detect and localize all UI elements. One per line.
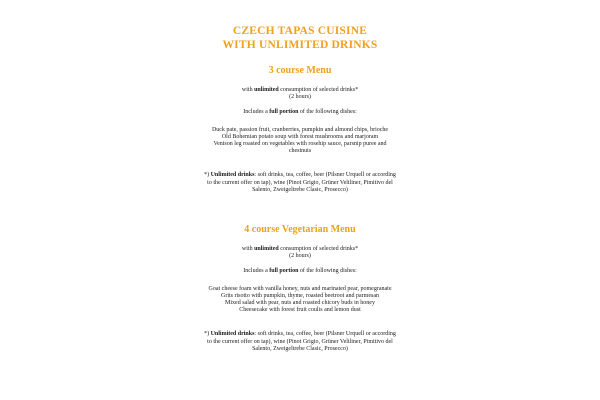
drinks-note: [170, 172, 430, 194]
note-line: to the current offer on tap), wine (Pinot Grigio, Grüner Veltliner, Pimitivo del: [207, 179, 393, 186]
menu-section-3-course: [170, 65, 430, 194]
dish-item: Old Bohemian potato soup with forest mushrooms and marjoram: [221, 133, 379, 140]
note-line: [170, 331, 430, 338]
menu-document: [170, 0, 430, 353]
includes-prefix: Includes a: [243, 109, 270, 116]
document-title: [170, 24, 430, 52]
note-line: Salento, Zweigeltrebe Clasic, Prosecco): [252, 345, 348, 352]
note-text: : soft drinks, tea, coffee, beer (Pilsner Urquell or according: [254, 331, 396, 338]
consumption-prefix: with: [241, 87, 255, 93]
duration: (2 hours): [289, 94, 311, 101]
menu-title: 4 course Vegetarian Menu: [244, 224, 356, 236]
dish-item: Grits risotto with pumpkin, thyme, roasted beetroot and parmesan: [221, 292, 379, 299]
note-bold: Unlimited drinks: [210, 331, 255, 338]
consumption-bold: unlimited: [254, 87, 279, 93]
includes-line: [170, 268, 430, 275]
duration: (2 hours): [289, 253, 311, 260]
includes-bold: full portion: [269, 268, 299, 275]
consumption-suffix: consumption of selected drinks*: [278, 246, 359, 253]
consumption-suffix: consumption of selected drinks*: [278, 87, 359, 93]
dish-item: Goat cheese foam with vanilla honey, nuts and marinated pear, pomegranate: [208, 285, 392, 292]
title-line-2: WITH UNLIMITED DRINKS: [222, 39, 378, 51]
note-prefix: *): [204, 331, 211, 338]
dish-item: chestnuts: [288, 148, 312, 155]
consumption-bold: unlimited: [254, 246, 279, 253]
note-prefix: *): [204, 172, 211, 179]
includes-suffix: of the following dishes:: [298, 268, 357, 275]
note-text: : soft drinks, tea, coffee, beer (Pilsner Urquell or according: [254, 172, 396, 179]
consumption-prefix: with: [241, 246, 255, 253]
includes-bold: full portion: [269, 109, 299, 116]
includes-prefix: Includes a: [243, 268, 270, 275]
menu-title: 3 course Menu: [268, 65, 332, 76]
note-line: Salento, Zweigeltrebe Clasic, Prosecco): [252, 186, 348, 193]
dish-item: Cheesecake with forest fruit coulis and lemon dust: [239, 307, 361, 314]
note-line: [170, 172, 430, 179]
dish-list: [170, 127, 430, 156]
dish-item: Venison leg roasted on vegetables with rosehip sauce, parsnip puree and: [213, 141, 387, 148]
note-line: to the current offer on tap), wine (Pinot Grigio, Grüner Veltliner, Pimitivo del: [207, 338, 393, 345]
note-bold: Unlimited drinks: [210, 172, 255, 179]
includes-line: [170, 109, 430, 116]
menu-section-vegetarian: [170, 224, 430, 353]
title-line-1: CZECH TAPAS CUISINE: [232, 25, 368, 37]
drinks-note: [170, 331, 430, 353]
dish-item: Mixed salad with pear, nuts and roasted chicory buds in honey: [225, 300, 375, 307]
includes-suffix: of the following dishes:: [298, 109, 357, 116]
dish-list: [170, 286, 430, 315]
dish-item: Duck pate, passion fruit, cranberries, pumpkin and almond chips, brioche: [211, 126, 389, 133]
